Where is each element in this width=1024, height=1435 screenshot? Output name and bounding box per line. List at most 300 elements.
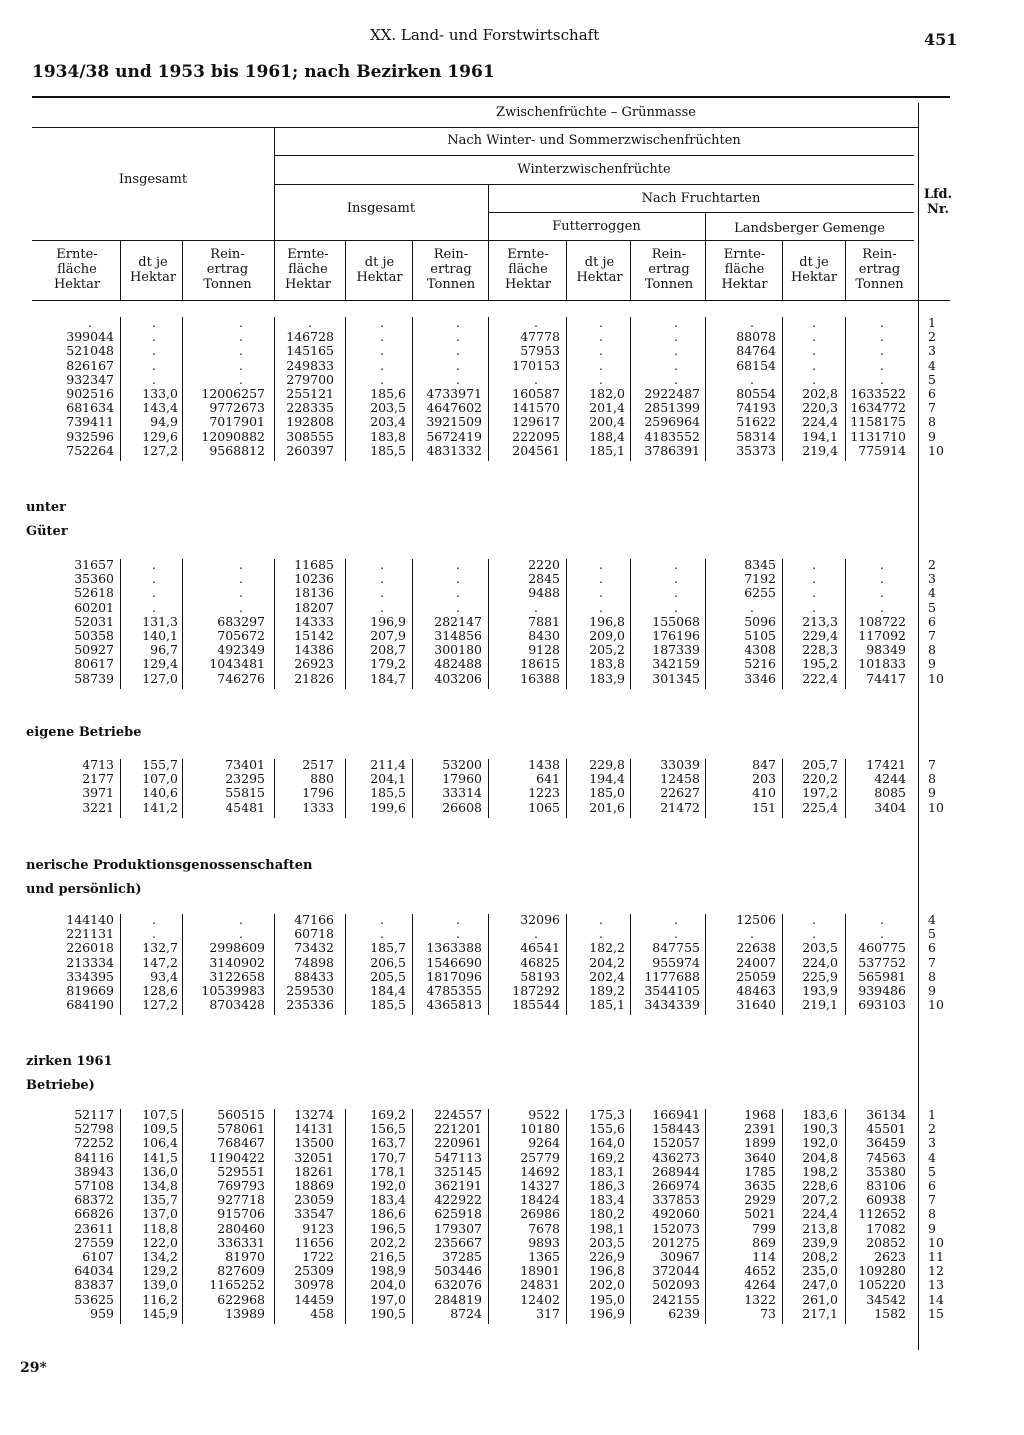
table-cell: 164,0 [589, 1135, 625, 1151]
table-cell: . [152, 371, 156, 387]
table-cell: 216,5 [370, 1249, 406, 1264]
header-rule-3 [274, 184, 914, 185]
table-cell: 2929 [744, 1192, 776, 1208]
table-cell: 13989 [225, 1305, 265, 1321]
table-cell: 107,0 [142, 771, 178, 787]
table-cell: 205,2 [589, 642, 625, 658]
table-cell: 134,2 [142, 1249, 178, 1264]
row-number: 7 [928, 757, 936, 772]
table-cell: . [239, 371, 243, 387]
table-cell: 129617 [512, 414, 560, 430]
section-label: eigene Betriebe [26, 725, 142, 740]
table-cell: 284819 [434, 1291, 482, 1307]
table-cell: 201,4 [589, 400, 625, 416]
row-number: 8 [928, 771, 936, 787]
table-cell: 38943 [74, 1163, 114, 1179]
table-cell: 60938 [866, 1192, 906, 1208]
table-cell: 1796 [302, 785, 334, 801]
table-cell: 139,0 [142, 1277, 178, 1293]
table-cell: 939486 [858, 983, 906, 998]
table-cell: 436273 [652, 1149, 700, 1165]
table-cell: 47166 [294, 912, 334, 927]
table-cell: 1722 [302, 1249, 334, 1264]
table-cell: 249833 [286, 357, 334, 373]
table-cell: 166941 [652, 1107, 700, 1122]
table-cell: 17082 [866, 1220, 906, 1236]
row-number: 10 [928, 442, 944, 458]
table-cell: 196,5 [370, 1220, 406, 1236]
table-cell: . [456, 912, 460, 927]
table-cell: 202,4 [589, 968, 625, 984]
table-cell: 188,4 [589, 428, 625, 444]
row-number: 2 [928, 1121, 936, 1137]
table-cell: 12458 [660, 771, 700, 787]
table-cell: 185,1 [589, 442, 625, 458]
table-cell: 58739 [74, 670, 114, 686]
row-number: 5 [928, 1163, 936, 1179]
table-cell: 9522 [528, 1107, 560, 1122]
table-cell: . [599, 599, 603, 615]
table-cell: 185,5 [370, 997, 406, 1013]
table-cell: 175,3 [589, 1107, 625, 1122]
table-cell: 5105 [744, 628, 776, 643]
table-cell: 26923 [294, 656, 334, 672]
table-cell: 114 [752, 1249, 776, 1264]
table-cell: . [152, 926, 156, 942]
table-cell: 13274 [294, 1107, 334, 1122]
table-cell: 183,6 [802, 1107, 838, 1122]
table-cell: 30967 [660, 1249, 700, 1264]
table-cell: 213,8 [802, 1220, 838, 1236]
table-cell: 185,5 [370, 785, 406, 801]
table-cell: . [239, 571, 243, 587]
table-cell: 72252 [74, 1135, 114, 1151]
table-cell: . [812, 371, 816, 387]
table-cell: 226,9 [589, 1249, 625, 1264]
row-number: 8 [928, 414, 936, 430]
table-cell: 60718 [294, 926, 334, 942]
table-cell: 739411 [66, 414, 114, 430]
table-cell: 33314 [442, 785, 482, 801]
table-cell: . [812, 557, 816, 572]
table-cell: 14692 [520, 1163, 560, 1179]
table-cell: 193,9 [802, 983, 838, 998]
table-cell: 60201 [74, 599, 114, 615]
table-cell: 74563 [866, 1149, 906, 1165]
table-cell: 955974 [652, 954, 700, 970]
table-cell: 152073 [652, 1220, 700, 1236]
table-cell: . [152, 357, 156, 373]
table-cell: . [380, 585, 384, 601]
table-cell: 158443 [652, 1121, 700, 1137]
table-cell: 3140902 [209, 954, 265, 970]
table-cell: 22638 [736, 940, 776, 956]
table-cell: 203,5 [589, 1234, 625, 1250]
table-cell: 11685 [294, 557, 334, 572]
table-cell: . [380, 357, 384, 373]
table-cell: . [880, 599, 884, 615]
table-cell: 105220 [858, 1277, 906, 1293]
table-cell: 129,2 [142, 1263, 178, 1279]
table-cell: 192,0 [370, 1178, 406, 1193]
table-cell: 4713 [82, 757, 114, 772]
table-cell: 2177 [82, 771, 114, 787]
table-cell: 192,0 [802, 1135, 838, 1151]
table-cell: . [239, 599, 243, 615]
row-number: 5 [928, 599, 936, 615]
table-cell: 9128 [528, 642, 560, 658]
table-cell: 196,8 [589, 613, 625, 629]
table-cell: 247,0 [802, 1277, 838, 1293]
table-cell: 847 [752, 757, 776, 772]
table-cell: 145,9 [142, 1305, 178, 1321]
table-cell: 34542 [866, 1291, 906, 1307]
table-cell: 112652 [858, 1206, 906, 1222]
table-cell: . [599, 329, 603, 345]
table-cell: . [152, 557, 156, 572]
table-cell: 1158175 [850, 414, 906, 430]
table-cell: . [880, 585, 884, 601]
table-cell: 7678 [528, 1220, 560, 1236]
table-cell: 205,5 [370, 968, 406, 984]
table-cell: 201,6 [589, 799, 625, 815]
table-cell: 228,6 [802, 1178, 838, 1193]
header-insgesamt-mid: Insgesamt [346, 201, 416, 216]
table-cell: 207,9 [370, 628, 406, 643]
header-sub1: Nach Winter- und Sommerzwischenfrüchten [447, 133, 741, 148]
table-cell: 547113 [434, 1149, 482, 1165]
table-cell: 7192 [744, 571, 776, 587]
table-cell: . [812, 585, 816, 601]
table-cell: 57953 [520, 343, 560, 359]
table-cell: 200,4 [589, 414, 625, 430]
page-number: 451 [924, 30, 958, 49]
table-cell: 203 [752, 771, 776, 787]
table-cell: 219,4 [802, 442, 838, 458]
table-cell: 9568812 [209, 442, 265, 458]
row-number: 1 [928, 1107, 936, 1122]
table-cell: 1785 [744, 1163, 776, 1179]
table-cell: 68372 [74, 1192, 114, 1208]
table-cell: 45481 [225, 799, 265, 815]
table-cell: . [380, 571, 384, 587]
table-cell: 932596 [66, 428, 114, 444]
table-cell: 187339 [652, 642, 700, 658]
table-cell: . [239, 585, 243, 601]
table-cell: 325145 [434, 1163, 482, 1179]
table-cell: 775914 [858, 442, 906, 458]
table-cell: . [239, 926, 243, 942]
table-cell: 7017901 [209, 414, 265, 430]
table-cell: 769793 [217, 1178, 265, 1193]
table-cell: 902516 [66, 386, 114, 401]
column-header-rein: Rein- ertrag Tonnen [203, 247, 252, 292]
table-cell: 23611 [74, 1220, 114, 1236]
table-cell: 52117 [74, 1107, 114, 1122]
column-header-flaeche: Ernte- fläche Hektar [504, 247, 552, 292]
table-cell: 229,4 [802, 628, 838, 643]
table-cell: . [239, 343, 243, 359]
table-cell: 8345 [744, 557, 776, 572]
table-cell: 196,9 [589, 1305, 625, 1321]
table-cell: . [599, 585, 603, 601]
table-cell: 35373 [736, 442, 776, 458]
table-cell: 2845 [528, 571, 560, 587]
table-cell: 52618 [74, 585, 114, 601]
table-cell: 24007 [736, 954, 776, 970]
table-cell: 336331 [217, 1234, 265, 1250]
table-cell: 9123 [302, 1220, 334, 1236]
table-cell: 880 [310, 771, 334, 787]
table-cell: 3434339 [644, 997, 700, 1013]
table-cell: 50927 [74, 642, 114, 658]
table-cell: 128,6 [142, 983, 178, 998]
chapter-title: XX. Land- und Forstwirtschaft [370, 26, 600, 44]
table-cell: 3346 [744, 670, 776, 686]
table-cell: . [380, 926, 384, 942]
table-cell: 1333 [302, 799, 334, 815]
table-cell: 106,4 [142, 1135, 178, 1151]
table-cell: 32051 [294, 1149, 334, 1165]
row-number: 6 [928, 940, 936, 956]
table-cell: . [674, 343, 678, 359]
table-cell: 186,6 [370, 1206, 406, 1222]
section-sublabel: und persönlich) [26, 882, 142, 897]
table-cell: 213,3 [802, 613, 838, 629]
table-cell: . [456, 357, 460, 373]
table-cell: 693103 [858, 997, 906, 1013]
table-cell: 183,1 [589, 1163, 625, 1179]
table-cell: 222,4 [802, 670, 838, 686]
table-cell: . [308, 315, 312, 330]
table-cell: 55815 [225, 785, 265, 801]
table-cell: 492349 [217, 642, 265, 658]
table-cell: 362191 [434, 1178, 482, 1193]
table-cell: 27559 [74, 1234, 114, 1250]
row-number: 9 [928, 983, 936, 998]
table-cell: 3122658 [209, 968, 265, 984]
table-cell: . [152, 912, 156, 927]
table-cell: . [534, 599, 538, 615]
table-cell: 1190422 [209, 1149, 265, 1165]
table-cell: 9488 [528, 585, 560, 601]
table-cell: . [456, 557, 460, 572]
table-cell: 204,2 [589, 954, 625, 970]
table-cell: 22627 [660, 785, 700, 801]
row-number: 1 [928, 315, 936, 330]
column-header-rein: Rein- ertrag Tonnen [855, 247, 904, 292]
table-cell: 18261 [294, 1163, 334, 1179]
table-cell: 915706 [217, 1206, 265, 1222]
table-cell: . [152, 329, 156, 345]
table-cell: 235,0 [802, 1263, 838, 1279]
table-cell: 48463 [736, 983, 776, 998]
table-cell: 183,8 [370, 428, 406, 444]
table-cell: 179307 [434, 1220, 482, 1236]
table-cell: 3404 [874, 799, 906, 815]
column-header-dt: dt je Hektar [129, 255, 177, 285]
table-cell: 132,7 [142, 940, 178, 956]
table-cell: . [812, 912, 816, 927]
row-number: 8 [928, 1206, 936, 1222]
table-cell: 129,6 [142, 428, 178, 444]
table-cell: . [456, 599, 460, 615]
table-cell: 8085 [874, 785, 906, 801]
table-cell: 202,0 [589, 1277, 625, 1293]
table-cell: . [812, 329, 816, 345]
table-cell: 4785355 [426, 983, 482, 998]
table-cell: 242155 [652, 1291, 700, 1307]
table-cell: 185544 [512, 997, 560, 1013]
table-cell: 768467 [217, 1135, 265, 1151]
table-cell: 537752 [858, 954, 906, 970]
table-cell: 565981 [858, 968, 906, 984]
column-header-flaeche: Ernte- fläche Hektar [53, 247, 101, 292]
table-cell: 8430 [528, 628, 560, 643]
table-cell: 2851399 [644, 400, 700, 416]
table-cell: 107,5 [142, 1107, 178, 1122]
table-cell: . [812, 599, 816, 615]
table-cell: 144140 [66, 912, 114, 927]
table-cell: 18136 [294, 585, 334, 601]
table-cell: 2922487 [644, 386, 700, 401]
table-cell: 185,7 [370, 940, 406, 956]
table-cell: 1065 [528, 799, 560, 815]
table-cell: . [674, 912, 678, 927]
table-cell: 641 [536, 771, 560, 787]
table-cell: . [380, 557, 384, 572]
table-cell: 9893 [528, 1234, 560, 1250]
table-cell: 3221 [82, 799, 114, 815]
table-cell: 206,5 [370, 954, 406, 970]
table-cell: 180,2 [589, 1206, 625, 1222]
row-number: 9 [928, 1220, 936, 1236]
table-cell: 1223 [528, 785, 560, 801]
table-cell: 2596964 [644, 414, 700, 430]
table-cell: . [880, 315, 884, 330]
table-cell: 205,7 [802, 757, 838, 772]
table-cell: 187292 [512, 983, 560, 998]
table-cell: 74193 [736, 400, 776, 416]
table-cell: 203,4 [370, 414, 406, 430]
table-cell: 47778 [520, 329, 560, 345]
table-cell: 176196 [652, 628, 700, 643]
table-cell: 560515 [217, 1107, 265, 1122]
table-cell: 932347 [66, 371, 114, 387]
table-cell: 45501 [866, 1121, 906, 1137]
table-cell: 108722 [858, 613, 906, 629]
table-cell: 847755 [652, 940, 700, 956]
table-cell: . [152, 315, 156, 330]
table-cell: . [239, 315, 243, 330]
table-cell: 4652 [744, 1263, 776, 1279]
table-cell: 14327 [520, 1178, 560, 1193]
table-cell: 195,2 [802, 656, 838, 672]
table-cell: 224,4 [802, 1206, 838, 1222]
table-cell: 204,0 [370, 1277, 406, 1293]
table-cell: 4647602 [426, 400, 482, 416]
table-cell: 4308 [744, 642, 776, 658]
row-number: 11 [928, 1249, 944, 1264]
table-cell: 127,2 [142, 997, 178, 1013]
table-cell: 155,7 [142, 757, 178, 772]
footer-page-mark: 29* [20, 1360, 47, 1376]
table-cell: 203,5 [370, 400, 406, 416]
table-cell: 10539983 [201, 983, 265, 998]
table-cell: 959 [90, 1305, 114, 1321]
table-cell: 141,5 [142, 1149, 178, 1165]
table-cell: . [674, 371, 678, 387]
row-number: 14 [928, 1291, 944, 1307]
table-cell: 529551 [217, 1163, 265, 1179]
table-cell: . [599, 557, 603, 572]
table-cell: . [750, 926, 754, 942]
table-cell: 183,4 [589, 1192, 625, 1208]
table-cell: 1634772 [850, 400, 906, 416]
table-cell: 74898 [294, 954, 334, 970]
page-title: 1934/38 und 1953 bis 1961; nach Bezirken 1961 [32, 62, 495, 82]
table-cell: 202,2 [370, 1234, 406, 1250]
table-cell: 84116 [74, 1149, 114, 1165]
table-cell: 204,1 [370, 771, 406, 787]
table-cell: 4733971 [426, 386, 482, 401]
table-cell: . [674, 329, 678, 345]
column-header-rein: Rein- ertrag Tonnen [426, 247, 476, 292]
table-cell: 492060 [652, 1206, 700, 1222]
header-nach-fruchtarten: Nach Fruchtarten [641, 191, 761, 206]
table-cell: . [812, 357, 816, 373]
header-landsberger: Landsberger Gemenge [734, 221, 885, 236]
table-cell: 1363388 [426, 940, 482, 956]
table-cell: 342159 [652, 656, 700, 672]
table-cell: 279700 [286, 371, 334, 387]
table-cell: 6107 [82, 1249, 114, 1264]
table-cell: 228,3 [802, 642, 838, 658]
table-cell: . [812, 315, 816, 330]
row-number: 4 [928, 1149, 936, 1165]
table-cell: 14131 [294, 1121, 334, 1137]
table-cell: 226018 [66, 940, 114, 956]
table-cell: . [750, 315, 754, 330]
table-cell: . [599, 926, 603, 942]
row-number: 7 [928, 628, 936, 643]
table-cell: 88078 [736, 329, 776, 345]
table-cell: 93,4 [150, 968, 178, 984]
table-cell: . [674, 571, 678, 587]
table-cell: 80554 [736, 386, 776, 401]
table-cell: . [812, 343, 816, 359]
table-cell: 170153 [512, 357, 560, 373]
table-cell: 2998609 [209, 940, 265, 956]
table-cell: . [380, 371, 384, 387]
table-cell: . [812, 926, 816, 942]
table-cell: 399044 [66, 329, 114, 345]
table-cell: 3921509 [426, 414, 482, 430]
table-cell: 213334 [66, 954, 114, 970]
table-cell: 705672 [217, 628, 265, 643]
table-cell: . [599, 912, 603, 927]
table-cell: 2623 [874, 1249, 906, 1264]
table-cell: 219,1 [802, 997, 838, 1013]
table-cell: 31657 [74, 557, 114, 572]
table-cell: 228335 [286, 400, 334, 416]
table-cell: 64034 [74, 1263, 114, 1279]
header-rule-4 [488, 212, 914, 213]
table-cell: . [674, 357, 678, 373]
table-cell: 52798 [74, 1121, 114, 1137]
table-cell: 9772673 [209, 400, 265, 416]
table-cell: 220,2 [802, 771, 838, 787]
